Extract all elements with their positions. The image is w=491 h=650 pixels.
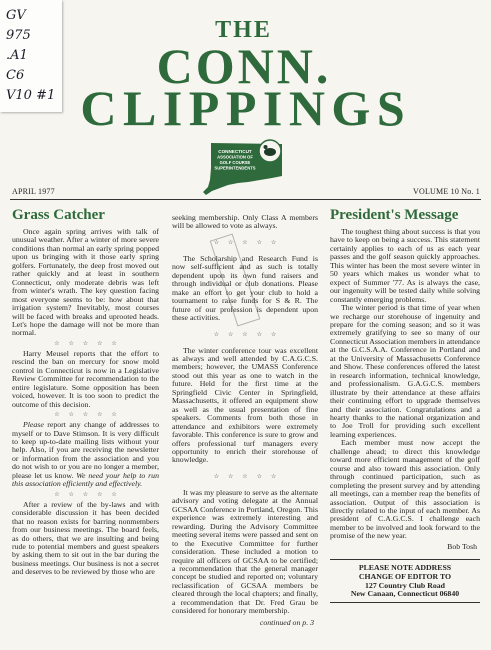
star-separator: ☆ ☆ ☆ ☆ ☆ [213, 330, 277, 338]
masthead-title-line1: CONN. [156, 38, 332, 94]
logo-text-line: SUPERINTENDENTS [214, 165, 256, 171]
logo-text-line: CONNECTICUT [218, 149, 252, 154]
notice-line: PLEASE NOTE ADDRESS [358, 563, 452, 573]
call-number-line: C6 [6, 68, 25, 83]
article-paragraph: Harry Meusel reports that the effort to rescind the ban on mercury for snow mold control in Connecticut is now in a Legislative Review Committee for recommendation to the entire legislature. Some opposition has been voiced, however. It is too soon to predict the outcome of this decision. [12, 348, 159, 409]
star-separator: ☆ ☆ ☆ ☆ ☆ [54, 490, 117, 498]
masthead-title-line2: CLIPPINGS [80, 80, 412, 136]
golf-ball-icon [264, 145, 268, 149]
star-separator: ☆ ☆ ☆ ☆ ☆ [213, 238, 277, 246]
article-paragraph: After a review of the by-laws and with considerable discussion it has been decided that no reason exists for barring nonmembers from our business meetings. The board feels, as do others, that we are insulting and being rude to potential members and guest speakers by asking them to sit out in the bar during the business meetings. Our business is not a secret and deserves to be reviewed by those who are [12, 499, 159, 577]
call-number-line: .A1 [6, 48, 28, 63]
article-paragraph: The winter conference tour was excellent as always and well attended by C.A.G.C.S. members; however, the UMASS Conference stood out this year as one to watch in the future. Held for the first time at the Springfield Civic Center in Springfield, Massachusetts, it offered an equipment show as well as the usual presentation of fine speakers. Comments from both those in attendance and exhibitors were extremely favorable. This conference is sure to grow and offers professional turf managers every opportunity to enrich their storehouse of knowledge. [172, 345, 318, 465]
logo-text-line: ASSOCIATION OF [217, 154, 253, 160]
italic-tail: We need your help to run this association efficiently and effectively. [12, 470, 159, 489]
article-paragraph: Each member must now accept the challenge ahead; to direct this knowledge toward more efficient management of the golf course and also toward this association. Only through continued participation, such as completing the present survey and by attending all meetings, can a member reap the benefits of association. Output of this association is directly related to the input of each member. As president of C.A.G.C.S. I challenge each member to be involved and look forward to the promise of the new year. [330, 438, 480, 541]
article-paragraph: Once again spring arrives with talk of unusual weather. After a winter of more severe conditions than normal an early spring popped upon us bringing with it those early spring golfers. Fortunately, the deep frost moved out rather quickly and at least in southern Connecticut, only moderate debris was left from winter's wrath. The key question facing most everyone seems to be: how about that irrigation system? Inevitably, most courses will be faced with breaks and uprooted heads. Let's hope the damage will not be more than normal. [12, 227, 159, 338]
column-presidents-message [330, 206, 480, 603]
section-heading: President's Message [330, 207, 459, 223]
call-number-line: 975 [6, 28, 31, 43]
logo-text-line: GOLF COURSE [219, 160, 251, 165]
issue-volume: VOLUME 10 No. 1 [413, 187, 480, 196]
call-number-line: V10 #1 [6, 88, 56, 103]
article-paragraph: seeking membership. Only Class A members will be allowed to vote as always. [172, 213, 318, 231]
golf-emblem-detail [264, 148, 276, 156]
issue-info-row [12, 187, 480, 197]
italic-lead: Please [23, 420, 44, 430]
section-heading: Grass Catcher [12, 207, 105, 223]
article-paragraph: The winter period is that time of year when we recharge our storehouse of ingenuity and prepare for the coming season; and so it was extremely gratifying to see so many of our Connecticut Association members in attendance at the G.C.S.A.A. Conference in Portland and at the University of Massachusetts Conference and Show. These conferences offered the latest in research information, technical knowledge, and professionalism. G.A.G.C.S. members illustrate by their attendance at these affairs their continuing effort to upgrade themselves and their association. Congratulations and a hearty thanks to the national organization and to Joe Troll for providing such excellent learning experiences. [330, 303, 480, 439]
star-separator: ☆ ☆ ☆ ☆ ☆ [213, 472, 277, 480]
masthead-article: THE [215, 17, 272, 43]
notice-line: New Canaan, Connecticut 06840 [350, 589, 460, 599]
article-paragraph: The Scholarship and Research Fund is now self-sufficient and as such is totally dependent upon its own fund raisers and through individual or club donations. Please make an effort to get your club to hold a tournament to raise funds for S & R. The future of our profession is dependent upon these activities. [172, 253, 318, 323]
continued-note: continued on p. 3 [259, 617, 314, 627]
header-divider [10, 199, 481, 200]
star-separator: ☆ ☆ ☆ ☆ ☆ [54, 339, 117, 347]
author-signature: Bob Tosh [447, 541, 477, 551]
article-paragraph: It was my pleasure to serve as the alternate advisory and voting delegate at the Annual GCSAA Conference in Portland, Oregon. This experience was extremely interesting and rewarding. During the Advisory Committee meeting several items were passed and sent on to the Executive Committee for further consideration. These included a motion to require all officers of GCSAA to be certified; a recommendation that the general manager concept be studied and reported on; voluntary reclassification of GCSAA members be cleared through the local chapters; and finally, a recommendation that Dr. Fred Grau be considered for honorary membership. [172, 487, 318, 616]
notice-line: 127 Country Club Road [365, 580, 445, 590]
address-change-notice [330, 559, 480, 603]
article-paragraph: The toughest thing about success is that you have to keep on being a success. This statement certainly applies to each of us as each year passes and the golf season quickly approaches. This winter has been the most severe winter in 50 years which makes us wonder what to expect of Summer '77. As is always the case, our ingenuity will be tested daily while solving constantly emerging problems. [330, 227, 480, 304]
article-paragraph [12, 421, 159, 489]
column-grass-catcher [12, 206, 159, 577]
star-separator: ☆ ☆ ☆ ☆ ☆ [54, 411, 117, 419]
paragraph-text: report any change of addresses to myself or to Dave Stimson. It is very difficult to keep up-to-date mailing lists without your help. Also, if you are receiving the newsletter or information from the association and you do not wish to or you are no longer a member, please let us know. [12, 420, 159, 480]
issue-date: APRIL 1977 [12, 187, 55, 196]
call-number-line: GV [6, 8, 26, 23]
notice-line: CHANGE OF EDITOR TO [358, 571, 452, 581]
